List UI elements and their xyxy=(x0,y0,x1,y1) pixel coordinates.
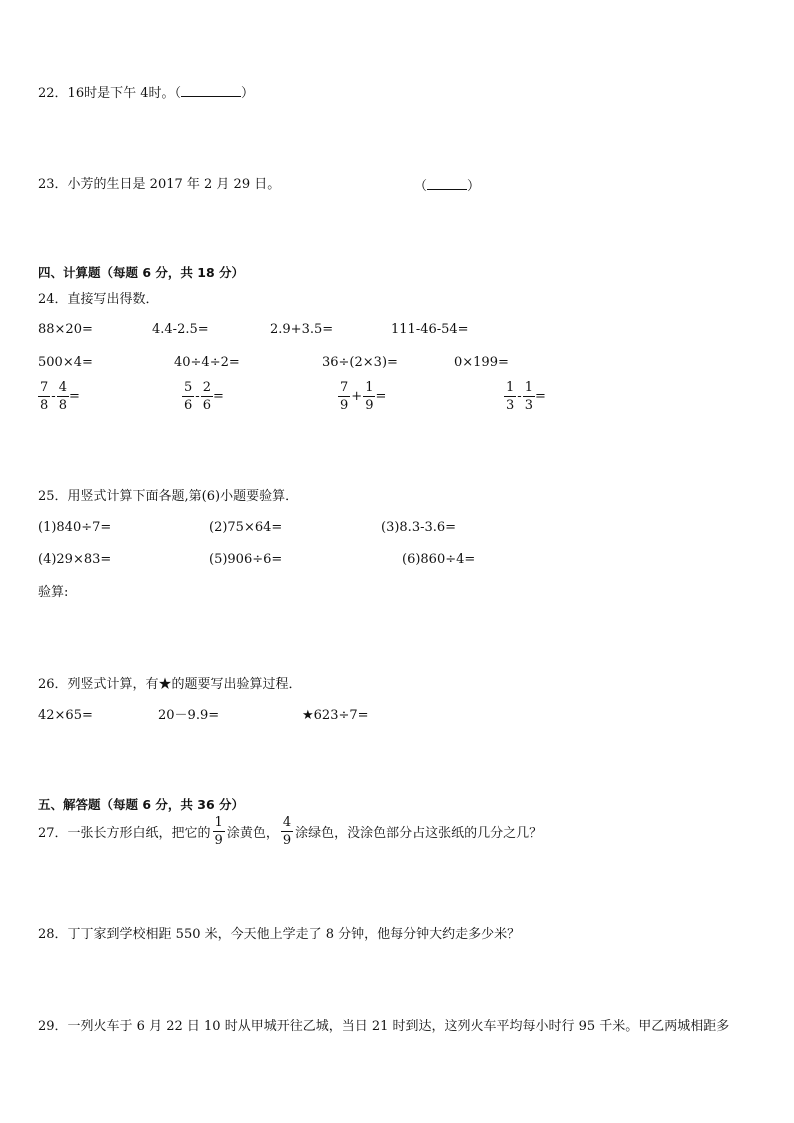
fraction: $\frac{1}{3}$ xyxy=(524,380,533,413)
q26-item-3: ★623÷7= xyxy=(302,708,369,723)
question-27-post: 涂绿色，没涂色部分占这张纸的几分之几？ xyxy=(295,826,543,841)
q26-item-2: 20－9.9= xyxy=(158,708,220,723)
question-28-text: 28．丁丁家到学校相距 550 米，今天他上学走了 8 分钟，他每分钟大约走多少米？ xyxy=(38,927,521,942)
q24-expr-2: 4.4-2.5= xyxy=(152,322,209,337)
q25-item-2: (2)75×64= xyxy=(209,520,283,535)
q24-expr-7: 36÷(2×3)= xyxy=(322,355,398,370)
q24-expr-5: 500×4= xyxy=(38,355,93,370)
fraction: $\frac{4}{8}$ xyxy=(58,380,67,413)
q24-fraction-expr-2: $\frac{5}{6}$ - $\frac{2}{6}$ = xyxy=(184,380,224,413)
q25-item-5: (5)906÷6= xyxy=(209,552,283,567)
q24-expr-6: 40÷4÷2= xyxy=(174,355,240,370)
question-24-prompt: 24．直接写出得数． xyxy=(38,292,159,307)
q25-check-label: 验算: xyxy=(38,585,69,600)
question-23-text: 23．小芳的生日是 2017 年 2 月 29 日。 xyxy=(38,177,281,192)
question-23-close: ） xyxy=(467,179,481,194)
fraction: $\frac{7}{8}$ xyxy=(40,380,49,413)
answer-blank-22[interactable] xyxy=(181,84,241,97)
question-25-prompt: 25．用竖式计算下面各题,第(6)小题要验算． xyxy=(38,489,299,504)
section-4-heading: 四、计算题（每题 6 分，共 18 分） xyxy=(38,265,245,280)
question-22-text: 22．16时是下午 4时。（ xyxy=(38,86,181,101)
section-5-heading: 五、解答题（每题 6 分，共 36 分） xyxy=(38,797,245,812)
answer-blank-23[interactable] xyxy=(427,177,467,190)
question-26-prompt: 26．列竖式计算，有★的题要写出验算过程． xyxy=(38,677,302,692)
fraction-one-ninth: $\frac{1}{9}$ xyxy=(214,815,223,848)
question-27-mid: 涂黄色， xyxy=(226,826,279,841)
question-22 xyxy=(38,84,254,102)
question-27-pre: 27．一张长方形白纸，把它的 xyxy=(38,826,211,841)
question-23-answer xyxy=(414,177,480,195)
q24-fraction-expr-4: $\frac{1}{3}$ - $\frac{1}{3}$ = xyxy=(506,380,546,413)
question-27 xyxy=(38,815,542,848)
q24-fraction-expr-3: $\frac{7}{9}$ + $\frac{1}{9}$ = xyxy=(340,380,387,413)
q24-fraction-expr-1: $\frac{7}{8}$ - $\frac{4}{8}$ = xyxy=(40,380,80,413)
q24-expr-3: 2.9+3.5= xyxy=(270,322,334,337)
q25-item-1: (1)840÷7= xyxy=(38,520,112,535)
question-23-open: （ xyxy=(414,179,428,194)
q25-item-3: (3)8.3-3.6= xyxy=(381,520,457,535)
q24-expr-1: 88×20= xyxy=(38,322,93,337)
q26-item-1: 42×65= xyxy=(38,708,93,723)
fraction-four-ninths: $\frac{4}{9}$ xyxy=(282,815,292,848)
fraction: $\frac{1}{3}$ xyxy=(506,380,515,413)
q24-expr-8: 0×199= xyxy=(454,355,509,370)
fraction: $\frac{1}{9}$ xyxy=(365,380,374,413)
q25-item-4: (4)29×83= xyxy=(38,552,112,567)
question-29-text: 29．一列火车于 6 月 22 日 10 时从甲城开往乙城，当日 21 时到达，这列火车平均每小时行 95 千米。甲乙两城相距多 xyxy=(38,1019,730,1034)
fraction: $\frac{5}{6}$ xyxy=(184,380,193,413)
fraction: $\frac{2}{6}$ xyxy=(202,380,211,413)
fraction: $\frac{7}{9}$ xyxy=(340,380,349,413)
q25-item-6: (6)860÷4= xyxy=(402,552,476,567)
q24-expr-4: 111-46-54= xyxy=(391,322,469,337)
question-22-close: ） xyxy=(241,86,255,101)
